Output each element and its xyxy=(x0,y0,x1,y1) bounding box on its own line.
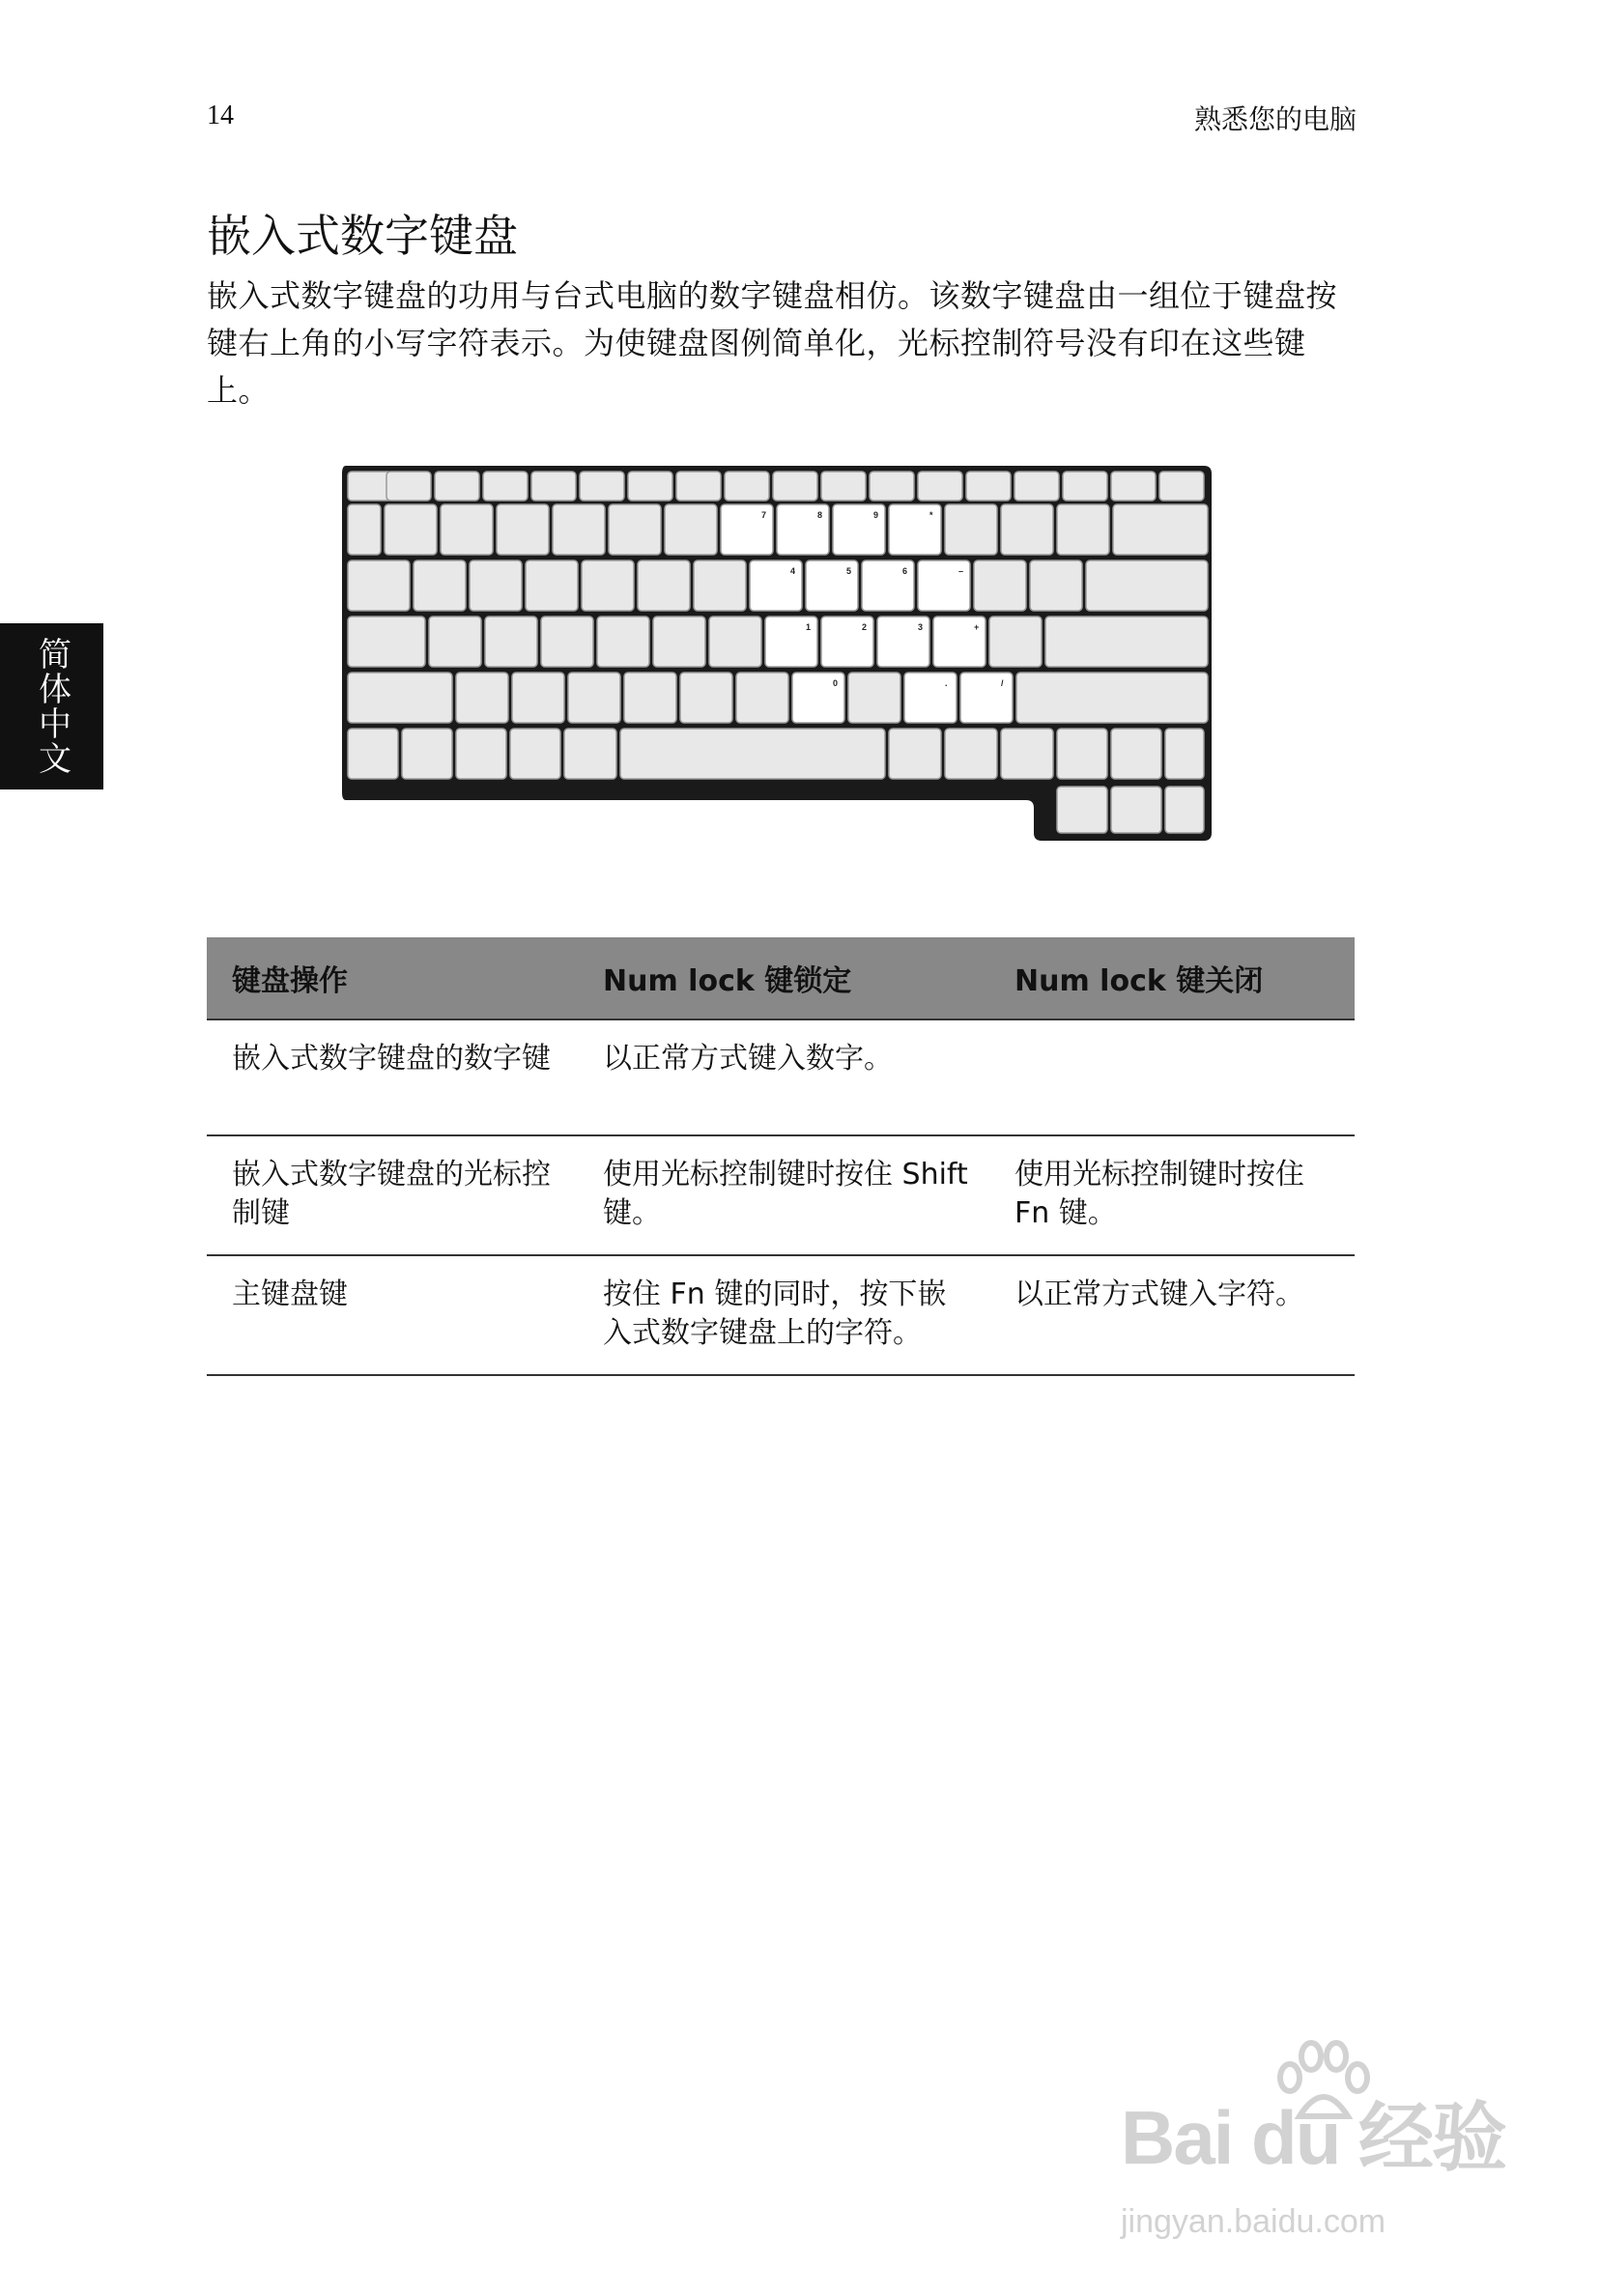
intro-paragraph: 嵌入式数字键盘的功用与台式电脑的数字键盘相仿。该数字键盘由一组位于键盘按键右上角的小写字符表示。为使键盘图例简单化，光标控制符号没有印在这些键上。 xyxy=(207,277,1338,409)
keyboard-key xyxy=(456,673,508,723)
keyboard-key xyxy=(624,673,676,723)
keyboard-key xyxy=(385,504,437,555)
page-number: 14 xyxy=(207,100,234,130)
keyboard-key xyxy=(918,472,962,501)
keyboard-key xyxy=(676,472,721,501)
keyboard-key xyxy=(1111,729,1161,779)
keyboard-key xyxy=(870,472,914,501)
keyboard-key xyxy=(1057,787,1107,833)
keyboard-key xyxy=(709,617,761,667)
keyboard-key xyxy=(889,504,941,555)
keyboard-key xyxy=(1030,560,1082,611)
keyboard-key xyxy=(512,673,564,723)
keyboard-key xyxy=(1057,504,1109,555)
keypad-label: . xyxy=(945,678,948,688)
running-head: 熟悉您的电脑 xyxy=(1193,103,1357,135)
table-cell: 嵌入式数字键盘的光标控制键 xyxy=(207,1135,578,1255)
table-header-cell: Num lock 键关闭 xyxy=(989,937,1355,1019)
keyboard-key xyxy=(429,617,481,667)
keyboard-key xyxy=(620,729,885,779)
keyboard-key xyxy=(348,729,398,779)
keyboard-key xyxy=(638,560,690,611)
keyboard-key xyxy=(1063,472,1107,501)
table-row xyxy=(207,1255,1355,1375)
keyboard-key xyxy=(628,472,672,501)
keyboard-key xyxy=(568,673,620,723)
language-side-tab xyxy=(0,623,103,789)
keyboard-key xyxy=(582,560,634,611)
keyboard-key xyxy=(485,617,537,667)
table-cell: 主键盘键 xyxy=(207,1255,578,1375)
keypad-label: 9 xyxy=(873,510,879,520)
keyboard-key xyxy=(960,673,1013,723)
keypad-label: * xyxy=(929,510,933,520)
keyboard-key xyxy=(348,504,381,555)
table-row xyxy=(207,1135,1355,1255)
keyboard-illustration xyxy=(338,462,1227,848)
watermark-logo: Bai du 经验 xyxy=(1121,2095,1506,2180)
keypad-label: 4 xyxy=(790,566,796,576)
keyboard-key xyxy=(441,504,493,555)
keypad-label: – xyxy=(958,566,964,576)
table-cell xyxy=(989,1019,1355,1135)
keypad-label: 8 xyxy=(817,510,823,520)
keyboard-key xyxy=(402,729,452,779)
watermark-url: jingyan.baidu.com xyxy=(1121,2203,1386,2240)
keyboard-key xyxy=(989,617,1042,667)
keyboard-key xyxy=(1016,673,1208,723)
keypad-label: 6 xyxy=(902,566,908,576)
keyboard-key xyxy=(348,560,410,611)
keyboard-key xyxy=(665,504,717,555)
table-cell: 以正常方式键入字符。 xyxy=(989,1255,1355,1375)
keyboard-key xyxy=(470,560,522,611)
section-title: 嵌入式数字键盘 xyxy=(207,210,518,262)
keypad-label: 3 xyxy=(918,622,924,632)
keyboard-key xyxy=(483,472,528,501)
keyboard-key xyxy=(609,504,661,555)
keyboard-key xyxy=(1001,504,1053,555)
keyboard-key xyxy=(945,729,997,779)
table-row xyxy=(207,1019,1355,1135)
keyboard-key xyxy=(1045,617,1208,667)
keyboard-key xyxy=(597,617,649,667)
keypad-label: 1 xyxy=(806,622,812,632)
keyboard-key xyxy=(945,504,997,555)
keyboard-key xyxy=(1001,729,1053,779)
keyboard-key xyxy=(725,472,769,501)
keyboard-key xyxy=(541,617,593,667)
keyboard-key xyxy=(1113,504,1208,555)
keyboard-svg xyxy=(338,462,1227,848)
keyboard-key xyxy=(821,472,866,501)
keyboard-key xyxy=(497,504,549,555)
keypad-label: 7 xyxy=(761,510,767,520)
keyboard-key xyxy=(1014,472,1059,501)
keyboard-key xyxy=(580,472,624,501)
keypad-operation-table xyxy=(207,937,1355,1376)
keyboard-key xyxy=(348,673,452,723)
keyboard-key xyxy=(1111,472,1156,501)
keyboard-key xyxy=(1165,729,1204,779)
keyboard-key xyxy=(553,504,605,555)
baidu-jingyan-watermark xyxy=(1111,2039,1517,2281)
keyboard-key xyxy=(1086,560,1208,611)
table-header-row xyxy=(207,937,1355,1019)
table-header-cell: Num lock 键锁定 xyxy=(578,937,989,1019)
table-header-cell: 键盘操作 xyxy=(207,937,578,1019)
side-tab-label: 简体中文 xyxy=(32,637,71,776)
keyboard-key xyxy=(456,729,506,779)
keyboard-key xyxy=(1159,472,1204,501)
table-cell: 使用光标控制键时按住 Fn 键。 xyxy=(989,1135,1355,1255)
keyboard-key xyxy=(966,472,1011,501)
keypad-label: 0 xyxy=(833,678,839,688)
keyboard-key xyxy=(386,472,431,501)
keyboard-key xyxy=(974,560,1026,611)
keypad-label: + xyxy=(974,622,980,632)
table-cell: 按住 Fn 键的同时，按下嵌入式数字键盘上的字符。 xyxy=(578,1255,989,1375)
keyboard-key xyxy=(1165,787,1204,833)
keyboard-key xyxy=(531,472,576,501)
table-cell: 使用光标控制键时按住 Shift 键。 xyxy=(578,1135,989,1255)
keyboard-key xyxy=(435,472,479,501)
keyboard-key xyxy=(1057,729,1107,779)
keyboard-key xyxy=(348,617,425,667)
table-cell: 以正常方式键入数字。 xyxy=(578,1019,989,1135)
keyboard-key xyxy=(526,560,578,611)
keyboard-key xyxy=(904,673,957,723)
keyboard-key xyxy=(736,673,788,723)
keyboard-key xyxy=(680,673,732,723)
keyboard-key xyxy=(510,729,560,779)
keyboard-key xyxy=(694,560,746,611)
keypad-label: 5 xyxy=(846,566,852,576)
keypad-label: / xyxy=(1001,678,1004,688)
keyboard-key xyxy=(653,617,705,667)
keyboard-key xyxy=(348,472,392,501)
keyboard-key xyxy=(564,729,616,779)
table-cell: 嵌入式数字键盘的数字键 xyxy=(207,1019,578,1135)
keypad-label: 2 xyxy=(862,622,868,632)
keyboard-key xyxy=(1111,787,1161,833)
keyboard-key xyxy=(889,729,941,779)
keyboard-key xyxy=(848,673,900,723)
keyboard-key xyxy=(773,472,817,501)
keyboard-key xyxy=(414,560,466,611)
